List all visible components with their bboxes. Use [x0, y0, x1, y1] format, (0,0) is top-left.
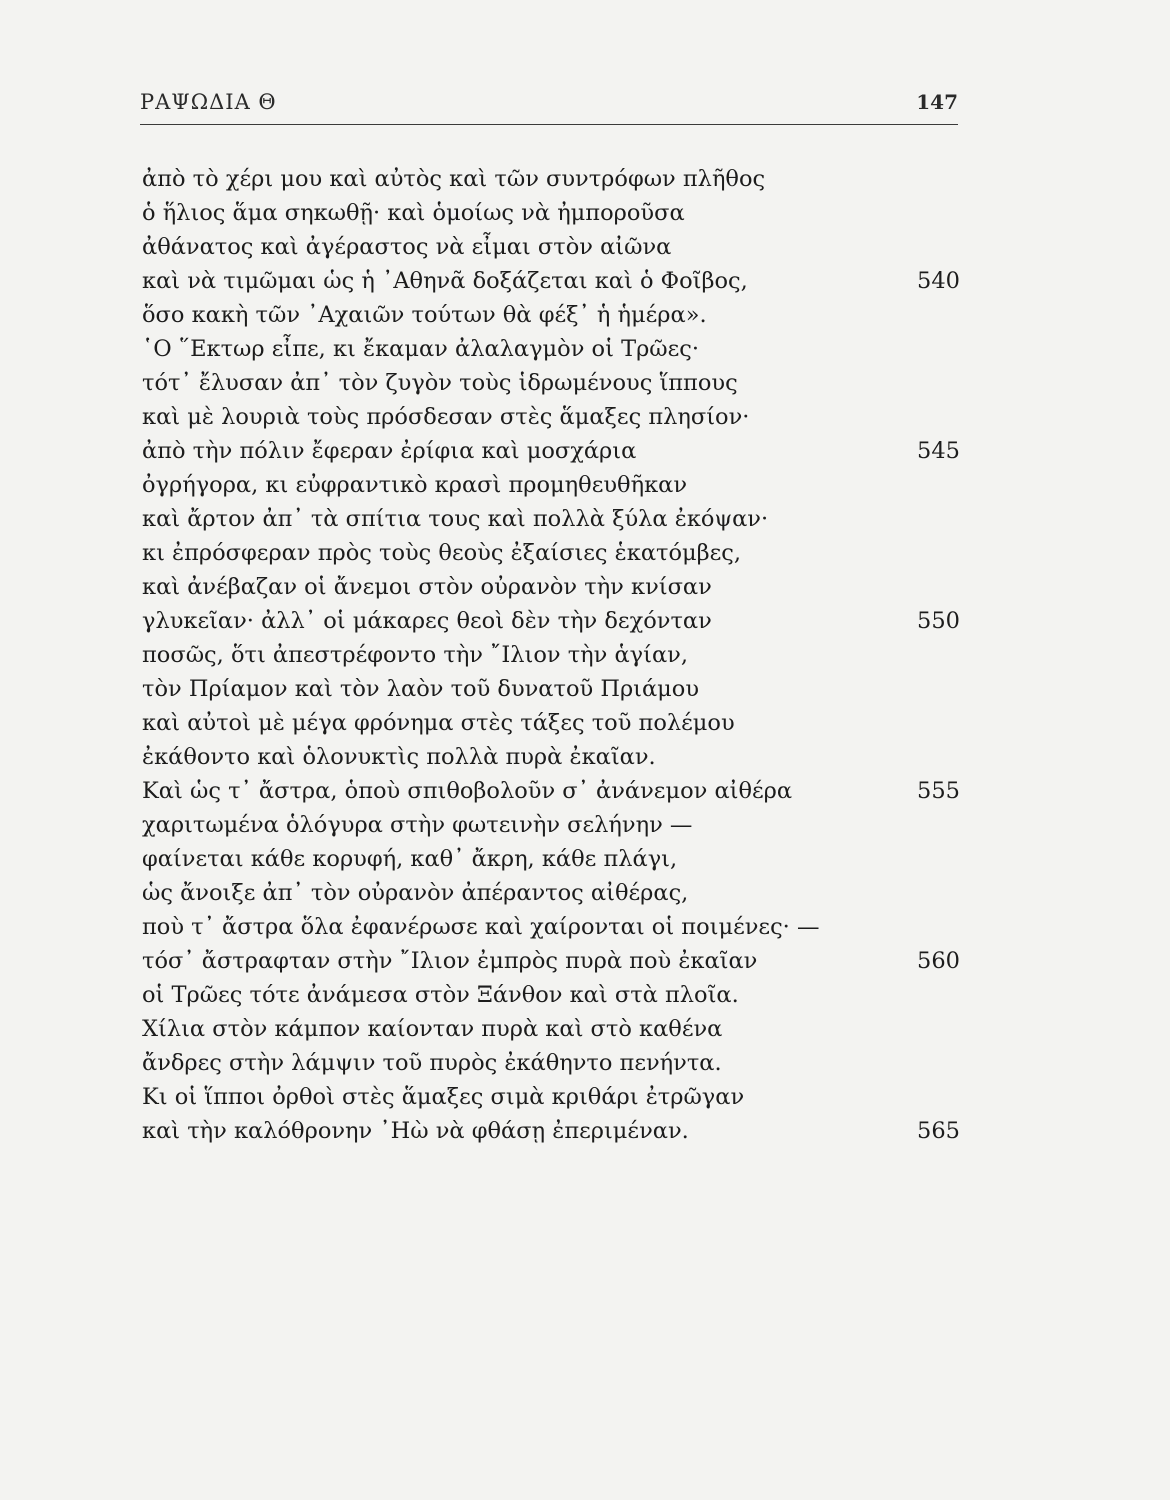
verse-line — [142, 1012, 960, 1046]
verse-line — [142, 978, 960, 1012]
verse-text: ποσῶς, ὅτι ἀπεστρέφοντο τὴν ῎Ιλιον τὴν ἁγίαν, — [142, 642, 688, 668]
verse-line — [142, 536, 960, 570]
verse-line — [142, 672, 960, 706]
verse-line — [142, 910, 960, 944]
verse-text: καὶ μὲ λουριὰ τοὺς πρόσδεσαν στὲς ἅμαξες πλησίον· — [142, 404, 750, 430]
verse-line — [142, 468, 960, 502]
chapter-title: ΡΑΨΩΔΙΑ Θ — [140, 90, 277, 114]
verse-text: ὡς ἄνοιξε ἀπ᾿ τὸν οὐρανὸν ἀπέραντος αἰθέρας, — [142, 880, 689, 906]
verse-line — [142, 808, 960, 842]
verse-line — [142, 604, 960, 638]
verse-line — [142, 502, 960, 536]
verse-text: τὸν Πρίαμον καὶ τὸν λαὸν τοῦ δυνατοῦ Πριάμου — [142, 676, 700, 702]
verse-text: Χίλια στὸν κάμπον καίονταν πυρὰ καὶ στὸ καθένα — [142, 1016, 723, 1042]
verse-text: Καὶ ὡς τ᾿ ἄστρα, ὁποὺ σπιθοβολοῦν σ᾿ ἀνάνεμον αἰθέρα — [142, 778, 793, 804]
verse-text: καὶ τὴν καλόθρονην ᾿Ηὼ νὰ φθάσῃ ἐπεριμέναν. — [142, 1118, 689, 1144]
verse-line — [142, 876, 960, 910]
verse-text: ὁ ἥλιος ἅμα σηκωθῇ· καὶ ὁμοίως νὰ ἠμποροῦσα — [142, 200, 685, 226]
verse-text: ἀπὸ τὴν πόλιν ἔφεραν ἐρίφια καὶ μοσχάρια — [142, 438, 637, 464]
verse-text: ἀθάνατος καὶ ἀγέραστος νὰ εἶμαι στὸν αἰῶνα — [142, 234, 672, 260]
verse-text: καὶ ἄρτον ἀπ᾿ τὰ σπίτια τους καὶ πολλὰ ξύλα ἐκόψαν· — [142, 506, 769, 532]
line-number: 545 — [917, 438, 960, 464]
verse-line — [142, 162, 960, 196]
verse-line — [142, 230, 960, 264]
verse-text: φαίνεται κάθε κορυφή, καθ᾿ ἄκρη, κάθε πλάγι, — [142, 846, 678, 872]
page-number: 147 — [916, 90, 958, 114]
verse-line — [142, 434, 960, 468]
verse-line — [142, 298, 960, 332]
verse-line — [142, 706, 960, 740]
verse-text: ἄνδρες στὴν λάμψιν τοῦ πυρὸς ἐκάθηντο πενήντα. — [142, 1050, 722, 1076]
verse-text: ὀγρήγορα, κι εὐφραντικὸ κρασὶ προμηθευθῆκαν — [142, 472, 687, 498]
verse-line — [142, 740, 960, 774]
verse-text: ῾Ο ῞Εκτωρ εἶπε, κι ἔκαμαν ἀλαλαγμὸν οἱ Τρῶες· — [142, 336, 700, 362]
verse-block — [142, 162, 960, 1148]
verse-text: γλυκεῖαν· ἀλλ᾿ οἱ μάκαρες θεοὶ δὲν τὴν δεχόνταν — [142, 608, 712, 634]
line-number: 565 — [917, 1118, 960, 1144]
line-number: 555 — [917, 778, 960, 804]
verse-text: Κι οἱ ἵπποι ὀρθοὶ στὲς ἅμαξες σιμὰ κριθάρι ἐτρῶγαν — [142, 1084, 745, 1110]
verse-line — [142, 366, 960, 400]
verse-line — [142, 400, 960, 434]
verse-text: ἐκάθοντο καὶ ὁλονυκτὶς πολλὰ πυρὰ ἐκαῖαν. — [142, 744, 656, 770]
verse-text: ὅσο κακὴ τῶν ᾿Αχαιῶν τούτων θὰ φέξ᾿ ἡ ἡμέρα». — [142, 302, 707, 328]
line-number: 540 — [917, 268, 960, 294]
verse-line — [142, 196, 960, 230]
verse-text: καὶ νὰ τιμῶμαι ὡς ἡ ᾿Αθηνᾶ δοξάζεται καὶ ὁ Φοῖβος, — [142, 268, 748, 294]
verse-line — [142, 1046, 960, 1080]
verse-text: ποὺ τ᾿ ἄστρα ὅλα ἐφανέρωσε καὶ χαίρονται οἱ ποιμένες· — — [142, 914, 820, 940]
verse-text: ἀπὸ τὸ χέρι μου καὶ αὐτὸς καὶ τῶν συντρόφων πλῆθος — [142, 166, 766, 192]
verse-text: οἱ Τρῶες τότε ἀνάμεσα στὸν Ξάνθον καὶ στὰ πλοῖα. — [142, 982, 739, 1008]
running-head — [140, 90, 958, 120]
verse-text: καὶ αὐτοὶ μὲ μέγα φρόνημα στὲς τάξες τοῦ πολέμου — [142, 710, 735, 736]
verse-text: κι ἐπρόσφεραν πρὸς τοὺς θεοὺς ἐξαίσιες ἑκατόμβες, — [142, 540, 742, 566]
verse-text: τότ᾿ ἔλυσαν ἀπ᾿ τὸν ζυγὸν τοὺς ἱδρωμένους ἵππους — [142, 370, 738, 396]
verse-line — [142, 842, 960, 876]
line-number: 560 — [917, 948, 960, 974]
verse-line — [142, 774, 960, 808]
verse-line — [142, 332, 960, 366]
verse-line — [142, 1114, 960, 1148]
verse-line — [142, 944, 960, 978]
header-rule — [140, 124, 958, 125]
verse-line — [142, 264, 960, 298]
verse-line — [142, 638, 960, 672]
verse-text: χαριτωμένα ὁλόγυρα στὴν φωτεινὴν σελήνην — — [142, 812, 693, 838]
verse-line — [142, 1080, 960, 1114]
verse-text: καὶ ἀνέβαζαν οἱ ἄνεμοι στὸν οὐρανὸν τὴν κνίσαν — [142, 574, 712, 600]
line-number: 550 — [917, 608, 960, 634]
verse-text: τόσ᾿ ἄστραφταν στὴν ῎Ιλιον ἐμπρὸς πυρὰ ποὺ ἐκαῖαν — [142, 948, 758, 974]
verse-line — [142, 570, 960, 604]
